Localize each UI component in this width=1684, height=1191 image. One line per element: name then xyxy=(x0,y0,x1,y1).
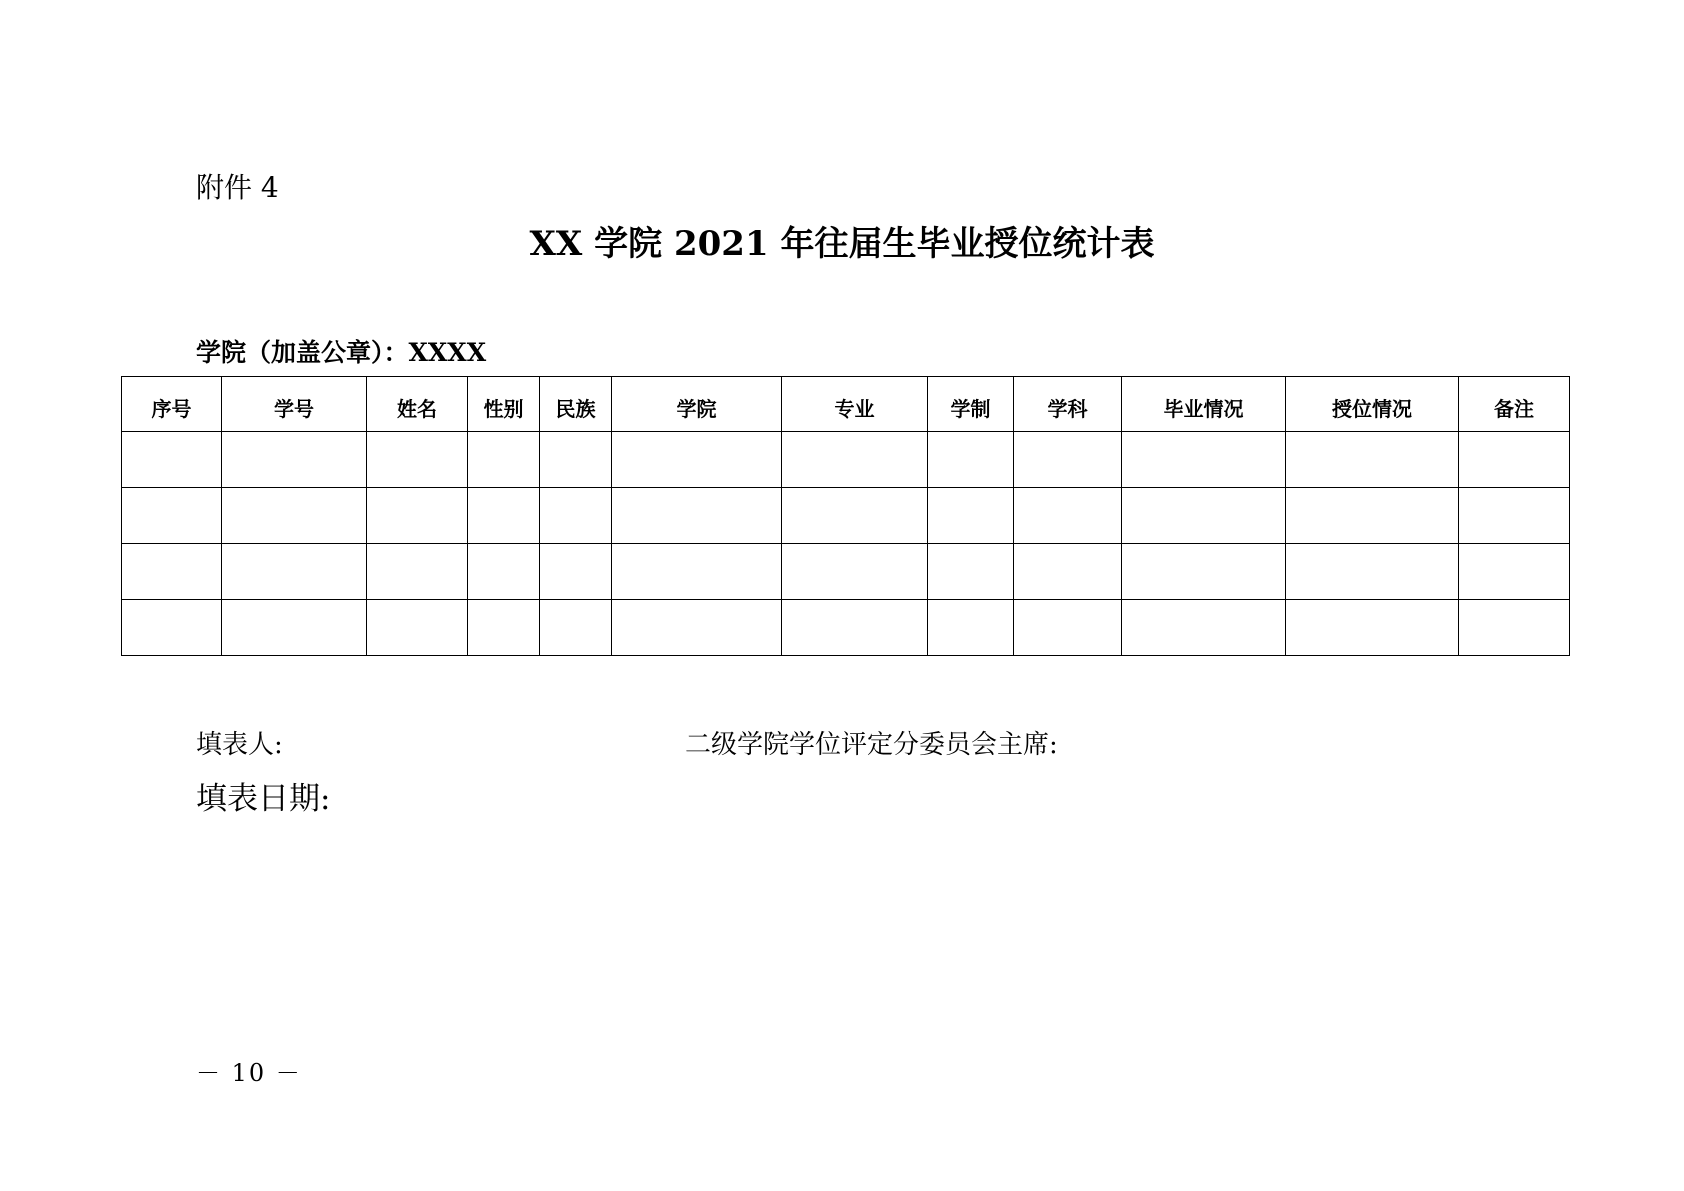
table-cell[interactable] xyxy=(1459,432,1570,488)
table-cell[interactable] xyxy=(1014,488,1122,544)
header-remarks: 备注 xyxy=(1459,377,1570,432)
table-cell[interactable] xyxy=(1286,544,1459,600)
table-cell[interactable] xyxy=(928,600,1014,656)
table-cell[interactable] xyxy=(540,432,612,488)
table-cell[interactable] xyxy=(612,600,782,656)
table-cell[interactable] xyxy=(1122,432,1286,488)
table-cell[interactable] xyxy=(122,488,222,544)
table-cell[interactable] xyxy=(122,600,222,656)
table-cell[interactable] xyxy=(367,488,468,544)
table-cell[interactable] xyxy=(1122,488,1286,544)
college-seal-line: 学院（加盖公章）：XXXX xyxy=(196,338,487,367)
table-cell[interactable] xyxy=(1014,432,1122,488)
header-serial-number: 序号 xyxy=(122,377,222,432)
committee-chair-label: 二级学院学位评定分委员会主席: xyxy=(685,730,1058,760)
table-cell[interactable] xyxy=(1122,600,1286,656)
table-cell[interactable] xyxy=(782,432,928,488)
header-graduation-status: 毕业情况 xyxy=(1122,377,1286,432)
table-header-row xyxy=(122,377,1570,432)
table-cell[interactable] xyxy=(1014,544,1122,600)
statistics-table xyxy=(121,376,1570,656)
header-gender: 性别 xyxy=(468,377,540,432)
document-title: XX 学院 2021 年往届生毕业授位统计表 xyxy=(529,224,1155,264)
table-cell[interactable] xyxy=(1459,600,1570,656)
table-cell[interactable] xyxy=(612,544,782,600)
table-cell[interactable] xyxy=(928,544,1014,600)
table-cell[interactable] xyxy=(540,600,612,656)
header-major: 专业 xyxy=(782,377,928,432)
page-number: － 10 － xyxy=(196,1059,302,1087)
table-cell[interactable] xyxy=(612,432,782,488)
table-cell[interactable] xyxy=(1014,600,1122,656)
table-row xyxy=(122,488,1570,544)
table-row xyxy=(122,432,1570,488)
filled-by-label: 填表人: xyxy=(196,730,283,760)
table-cell[interactable] xyxy=(1122,544,1286,600)
table-cell[interactable] xyxy=(928,488,1014,544)
table-cell[interactable] xyxy=(540,544,612,600)
fill-date-label: 填表日期: xyxy=(196,781,331,817)
attachment-label: 附件 4 xyxy=(196,171,279,204)
table-cell[interactable] xyxy=(367,432,468,488)
header-name: 姓名 xyxy=(367,377,468,432)
table-cell[interactable] xyxy=(222,488,367,544)
table-cell[interactable] xyxy=(1286,432,1459,488)
statistics-table-container xyxy=(121,376,1569,656)
table-cell[interactable] xyxy=(1459,544,1570,600)
table-cell[interactable] xyxy=(122,544,222,600)
table-row xyxy=(122,600,1570,656)
table-cell[interactable] xyxy=(222,600,367,656)
table-cell[interactable] xyxy=(468,544,540,600)
table-cell[interactable] xyxy=(782,600,928,656)
header-degree-status: 授位情况 xyxy=(1286,377,1459,432)
header-college: 学院 xyxy=(612,377,782,432)
table-cell[interactable] xyxy=(468,488,540,544)
table-cell[interactable] xyxy=(122,432,222,488)
table-cell[interactable] xyxy=(468,600,540,656)
header-discipline: 学科 xyxy=(1014,377,1122,432)
table-cell[interactable] xyxy=(540,488,612,544)
table-cell[interactable] xyxy=(468,432,540,488)
table-cell[interactable] xyxy=(1286,488,1459,544)
header-program-length: 学制 xyxy=(928,377,1014,432)
table-row xyxy=(122,544,1570,600)
header-ethnicity: 民族 xyxy=(540,377,612,432)
header-student-id: 学号 xyxy=(222,377,367,432)
table-cell[interactable] xyxy=(1286,600,1459,656)
table-cell[interactable] xyxy=(782,544,928,600)
table-cell[interactable] xyxy=(222,544,367,600)
table-cell[interactable] xyxy=(928,432,1014,488)
table-cell[interactable] xyxy=(222,432,367,488)
table-cell[interactable] xyxy=(782,488,928,544)
table-cell[interactable] xyxy=(367,544,468,600)
table-cell[interactable] xyxy=(612,488,782,544)
table-cell[interactable] xyxy=(1459,488,1570,544)
table-cell[interactable] xyxy=(367,600,468,656)
